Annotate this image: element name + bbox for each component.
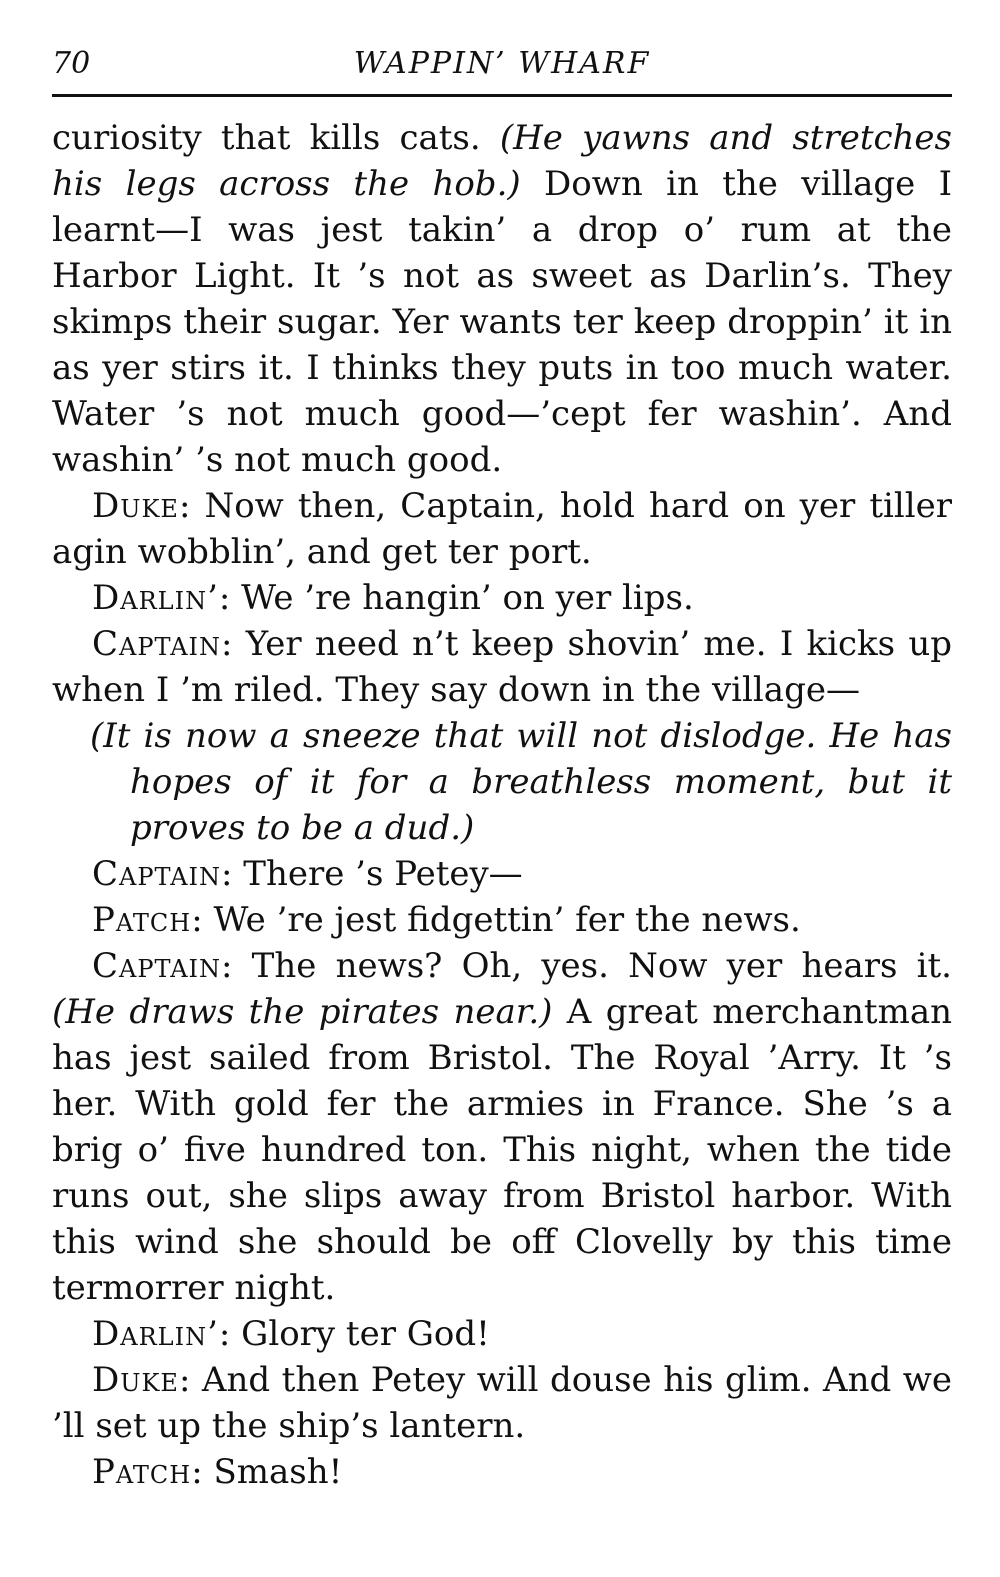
- dialogue-text-b: A great merchantman has jest sailed from Bristol. The Royal ’Arry. It ’s her. With gold fer the armies in France. She ’s a brig o’ five hundred ton. This night, when the tide runs out, she slips away from Bristol harbor. With this wind she should be off Clovelly by this time termorrer night.: [52, 992, 953, 1308]
- paragraph-1-text-a: curiosity that kills cats.: [52, 118, 500, 158]
- dialogue-line: [52, 897, 952, 943]
- dialogue-text: : We ’re hangin’ on yer lips.: [218, 578, 694, 618]
- paragraph-1: [52, 115, 952, 483]
- page-number: 70: [52, 46, 91, 81]
- dialogue-text: : Now then, Captain, hold hard on yer tiller agin wobblin’, and get ter port.: [52, 486, 952, 572]
- dialogue-text-a: : The news? Oh, yes. Now yer hears it.: [221, 946, 952, 986]
- dialogue-text: : We ’re jest fidgettin’ fer the news.: [191, 900, 801, 940]
- page-text: [52, 115, 952, 1495]
- dialogue-text: : Smash!: [191, 1452, 343, 1492]
- dialogue-text: : Glory ter God!: [218, 1314, 490, 1354]
- stage-direction: (He draws the pirates near.): [52, 992, 553, 1032]
- dialogue-line: [52, 621, 952, 713]
- dialogue-line: [52, 1449, 952, 1495]
- speaker-name: Darlin’: [92, 578, 219, 618]
- dialogue-text: : Yer need n’t keep shovin’ me. I kicks up when I ’m riled. They say down in the village—: [52, 624, 952, 710]
- dialogue-line: [52, 1357, 952, 1449]
- stage-direction-block: (It is now a sneeze that will not dislodge. He has hopes of it for a breathless moment, but it proves to be a dud.): [90, 716, 952, 848]
- paragraph-1-text-b: Down in the village I learnt—I was jest takin’ a drop o’ rum at the Harbor Light. It ’s not as sweet as Darlin’s. They skimps their sugar. Yer wants ter keep droppin’ it in as yer stirs it. I thinks they puts in too much water. Water ’s not much good—’cept fer washin’. And washin’ ’s not much good.: [52, 164, 953, 480]
- dialogue-line: [52, 943, 952, 1311]
- dialogue-text: : And then Petey will douse his glim. And we ’ll set up the ship’s lantern.: [52, 1360, 952, 1446]
- dialogue-text: : There ’s Petey—: [221, 854, 523, 894]
- dialogue-line: [52, 575, 952, 621]
- dialogue-line: [52, 851, 952, 897]
- dialogue-line: [52, 1311, 952, 1357]
- running-head: [52, 40, 952, 92]
- speaker-name: Darlin’: [92, 1314, 219, 1354]
- running-title: WAPPIN’ WHARF: [353, 46, 651, 81]
- speaker-name: Duke: [92, 486, 179, 526]
- dialogue-line: [52, 483, 952, 575]
- book-page: [52, 40, 952, 1495]
- speaker-name: Captain: [92, 854, 222, 894]
- stage-direction: (He yawns and stretches his legs across the hob.): [52, 118, 953, 204]
- speaker-name: Patch: [92, 1452, 192, 1492]
- speaker-name: Captain: [92, 624, 222, 664]
- speaker-name: Duke: [92, 1360, 179, 1400]
- speaker-name: Captain: [92, 946, 222, 986]
- header-rule: [52, 94, 952, 97]
- speaker-name: Patch: [92, 900, 192, 940]
